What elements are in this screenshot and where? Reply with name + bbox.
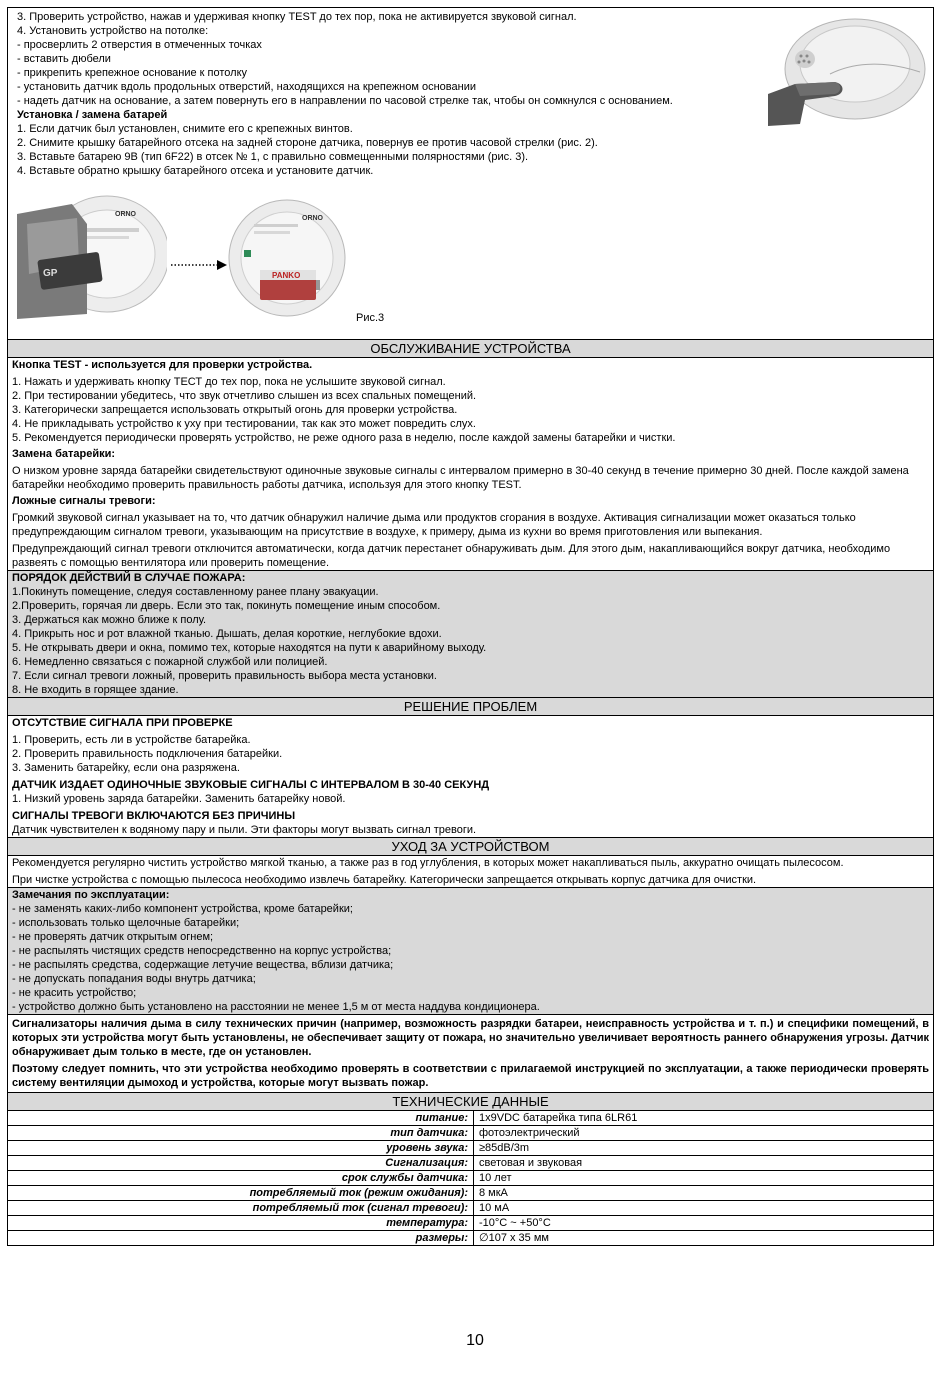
fire-line: 6. Немедленно связаться с пожарной службой или полицией. xyxy=(12,656,328,668)
note-line: - не распылять средства, содержащие летучие вещества, вблизи датчика; xyxy=(12,959,394,971)
install-line: - прикрепить крепежное основание к потолку xyxy=(17,67,248,79)
battery-replace-text: О низком уровне заряда батарейки свидетельствуют одиночные звуковые сигналы с интервалом примерно в 30-40 секунд в течение примерно 30 дней. После каждой замена батарейки необходимо проверить правильность работы датчика, используя для этого кнопку TEST. xyxy=(12,465,909,491)
test-line: 4. Не прикладывать устройство к уху при тестировании, так как это может повредить слух. xyxy=(12,418,476,430)
tech-value: 8 мкА xyxy=(474,1186,934,1201)
tech-key: потребляемый ток (режим ожидания): xyxy=(8,1186,474,1201)
test-line: 1. Нажать и удерживать кнопку ТЕСТ до тех пор, пока не услышите звуковой сигнал. xyxy=(12,376,446,388)
install-line: - надеть датчик на основание, а затем повернуть его в направлении по часовой стрелке так, чтобы он сомкнулся с основанием. xyxy=(17,95,673,107)
install-line: 3. Проверить устройство, нажав и удерживая кнопку TEST до тех пор, пока не активируется звуковой сигнал. xyxy=(17,11,577,23)
battery-insert-photo xyxy=(17,194,167,326)
warning-text-1: Сигнализаторы наличия дыма в силу технических причин (например, возможность разрядки батареи, неисправность устройства и т. п.) и специфики помещений, в которых эти устройства могут быть установлены, не обеспечивает защиту от пожара, но значительно увеличивает вероятность раннего обнаружения угрозы. Датчик обнаруживает дым только в месте, где он установлен. xyxy=(12,1018,929,1058)
battery-line: 1. Если датчик был установлен, снимите его с крепежных винтов. xyxy=(17,123,353,135)
tech-key: размеры: xyxy=(8,1231,474,1246)
test-line: 2. При тестировании убедитесь, что звук отчетливо слышен из всех спальных помещений. xyxy=(12,390,477,402)
care-line-2: При чистке устройства с помощью пылесоса необходимо извлечь батарейку. Категорически запрещается открывать корпус датчика для очистки. xyxy=(12,874,757,886)
troubleshooting-header: РЕШЕНИЕ ПРОБЛЕМ xyxy=(8,698,933,716)
tech-row xyxy=(8,1171,933,1186)
notes-section xyxy=(8,888,933,1015)
test-line: 3. Категорически запрещается использовать открытый огонь для проверки устройства. xyxy=(12,404,458,416)
dotted-arrow-icon xyxy=(171,258,227,272)
troubleshooting-section xyxy=(8,698,933,838)
tech-row xyxy=(8,1156,933,1171)
test-line: 5. Рекомендуется периодически проверять устройство, не реже одного раза в неделю, после каждой замены батарейки и чистки. xyxy=(12,432,676,444)
note-line: - не распылять чистящих средств непосредственно на корпус устройства; xyxy=(12,945,392,957)
warning-text-2: Поэтому следует помнить, что эти устройства необходимо проверять в соответствии с прилагаемой инструкцией по эксплуатации, а также периодически проверять систему вентиляции дымоход и устройства, которые могут вызвать пожар. xyxy=(12,1063,929,1089)
install-line: 4. Установить устройство на потолке: xyxy=(17,25,209,37)
tech-key: температура: xyxy=(8,1216,474,1231)
battery-replace-title: Замена батарейки: xyxy=(12,448,116,460)
tech-value: 10 лет xyxy=(474,1171,934,1186)
tech-data-section xyxy=(8,1093,933,1245)
fire-line: 2.Проверить, горячая ли дверь. Если это так, покинуть помещение иным способом. xyxy=(12,600,441,612)
note-line: - устройство должно быть установлено на расстоянии не менее 1,5 м от места наддува кондиционера. xyxy=(12,1001,540,1013)
notes-title: Замечания по эксплуатации: xyxy=(12,889,170,901)
care-section xyxy=(8,838,933,888)
note-line: - не проверять датчик открытым огнем; xyxy=(12,931,214,943)
alarm-title: СИГНАЛЫ ТРЕВОГИ ВКЛЮЧАЮТСЯ БЕЗ ПРИЧИНЫ xyxy=(12,810,296,822)
tech-value: -10°C ~ +50°C xyxy=(474,1216,934,1231)
fire-line: 3. Держаться как можно ближе к полу. xyxy=(12,614,207,626)
battery-line: 4. Вставьте обратно крышку батарейного отсека и установите датчик. xyxy=(17,165,374,177)
warning-section xyxy=(8,1015,933,1093)
tech-key: срок службы датчика: xyxy=(8,1171,474,1186)
beeps-title: ДАТЧИК ИЗДАЕТ ОДИНОЧНЫЕ ЗВУКОВЫЕ СИГНАЛЫ С ИНТЕРВАЛОМ В 30-40 СЕКУНД xyxy=(12,779,490,791)
install-line: - установить датчик вдоль продольных отверстий, находящихся на крепежном основании xyxy=(17,81,477,93)
maintenance-header: ОБСЛУЖИВАНИЕ УСТРОЙСТВА xyxy=(8,340,933,358)
no-signal-line: 3. Заменить батарейку, если она разряжена. xyxy=(12,762,240,774)
tech-key: потребляемый ток (сигнал тревоги): xyxy=(8,1201,474,1216)
tech-key: уровень звука: xyxy=(8,1141,474,1156)
care-header: УХОД ЗА УСТРОЙСТВОМ xyxy=(8,838,933,856)
manual-page xyxy=(7,7,934,1246)
note-line: - не допускать попадания воды внутрь датчика; xyxy=(12,973,256,985)
fire-procedure-title: ПОРЯДОК ДЕЙСТВИЙ В СЛУЧАЕ ПОЖАРА: xyxy=(12,572,246,584)
gp-label: GP xyxy=(43,268,58,279)
note-line: - не красить устройство; xyxy=(12,987,137,999)
fire-line: 5. Не открывать двери и окна, помимо тех, которые находятся на пути к аварийному выходу. xyxy=(12,642,487,654)
no-signal-title: ОТСУТСТВИЕ СИГНАЛА ПРИ ПРОВЕРКЕ xyxy=(12,717,233,729)
fire-procedure-section xyxy=(8,571,933,698)
fire-line: 8. Не входить в горящее здание. xyxy=(12,684,179,696)
tech-row xyxy=(8,1186,933,1201)
care-line-1: Рекомендуется регулярно чистить устройство мягкой тканью, а также раз в год углубления, в которых может накапливаться пыль, аккуратно очищать пылесосом. xyxy=(12,857,844,869)
tech-value: световая и звуковая xyxy=(474,1156,934,1171)
maintenance-section xyxy=(8,340,933,571)
install-line: - просверлить 2 отверстия в отмеченных точках xyxy=(17,39,262,51)
install-line: - вставить дюбели xyxy=(17,53,111,65)
panko-label: PANKO xyxy=(272,271,301,280)
tech-row xyxy=(8,1231,933,1246)
tech-data-header: ТЕХНИЧЕСКИЕ ДАННЫЕ xyxy=(8,1093,933,1110)
page-number: 10 xyxy=(466,1332,484,1349)
battery-install-title: Установка / замена батарей xyxy=(17,109,168,121)
tech-row xyxy=(8,1126,933,1141)
fire-line: 4. Прикрыть нос и рот влажной тканью. Дышать, делая короткие, неглубокие вдохи. xyxy=(12,628,442,640)
tech-key: тип датчика: xyxy=(8,1126,474,1141)
tech-key: Сигнализация: xyxy=(8,1156,474,1171)
tech-value: ≥85dB/3m xyxy=(474,1141,934,1156)
test-button-title: Кнопка TEST - используется для проверки устройства. xyxy=(12,359,313,371)
fire-line: 1.Покинуть помещение, следуя составленному ранее плану эвакуации. xyxy=(12,586,379,598)
tech-value: фотоэлектрический xyxy=(474,1126,934,1141)
beeps-line: 1. Низкий уровень заряда батарейки. Заменить батарейку новой. xyxy=(12,793,346,805)
tech-value: ∅107 x 35 мм xyxy=(474,1231,934,1246)
note-line: - использовать только щелочные батарейки; xyxy=(12,917,240,929)
no-signal-line: 1. Проверить, есть ли в устройстве батарейка. xyxy=(12,734,251,746)
battery-installed-photo xyxy=(228,194,346,326)
note-line: - не заменять каких-либо компонент устройства, кроме батарейки; xyxy=(12,903,353,915)
installation-text xyxy=(17,10,797,178)
detector-test-photo xyxy=(760,14,928,132)
false-alarm-text-2: Предупреждающий сигнал тревоги отключится автоматически, когда датчик перестанет обнаруживать дым. Для этого дым, накапливающийся вокруг датчика, необходимо развеять с помощью вентилятора или проверить помещение. xyxy=(12,543,891,569)
tech-value: 1x9VDC батарейка типа 6LR61 xyxy=(474,1111,934,1126)
battery-line: 3. Вставьте батарею 9В (тип 6F22) в отсек № 1, с правильно совмещенными полярностями (рис. 3). xyxy=(17,151,529,163)
tech-row xyxy=(8,1141,933,1156)
tech-row xyxy=(8,1201,933,1216)
false-alarm-title: Ложные сигналы тревоги: xyxy=(12,495,156,507)
tech-data-table xyxy=(8,1110,933,1245)
tech-row xyxy=(8,1216,933,1231)
fire-line: 7. Если сигнал тревоги ложный, проверить правильность выбора места установки. xyxy=(12,670,437,682)
tech-value: 10 мА xyxy=(474,1201,934,1216)
brand-label: ORNO xyxy=(115,211,136,218)
battery-line: 2. Снимите крышку батарейного отсека на задней стороне датчика, повернув ее против часовой стрелки (рис. 2). xyxy=(17,137,598,149)
no-signal-line: 2. Проверить правильность подключения батарейки. xyxy=(12,748,283,760)
tech-key: питание: xyxy=(8,1111,474,1126)
figure-caption: Рис.3 xyxy=(356,312,385,324)
false-alarm-text-1: Громкий звуковой сигнал указывает на то, что датчик обнаружил наличие дыма или продуктов сгорания в воздухе. Активация сигнализации может оказаться только предупреждающим сигналом тревоги, указывающим на присутствие в воздухе, к примеру, дыма из кухни во время приготовления или выпекания. xyxy=(12,512,856,538)
installation-section xyxy=(8,8,933,340)
alarm-line: Датчик чувствителен к водяному пару и пыли. Эти факторы могут вызвать сигнал тревоги. xyxy=(12,824,477,836)
tech-row xyxy=(8,1111,933,1126)
brand-label-2: ORNO xyxy=(302,215,323,222)
